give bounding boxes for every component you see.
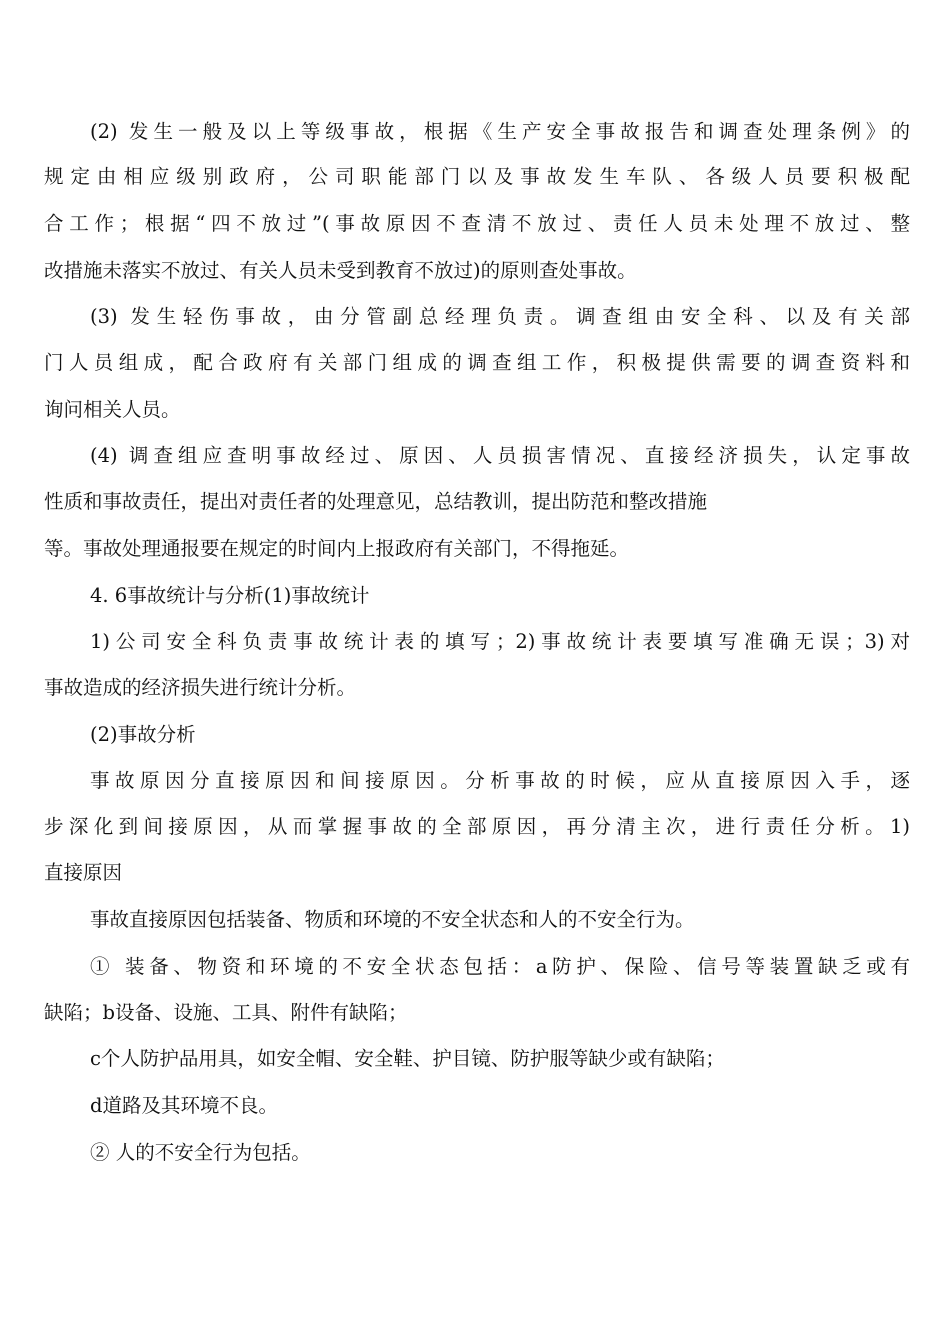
- text-line: c个人防护品用具，如安全帽、安全鞋、护目镜、防护服等缺少或有缺陷；: [90, 1047, 725, 1070]
- text-line: 缺陷；b设备、设施、工具、附件有缺陷；: [44, 1001, 408, 1024]
- subsection-heading: (2)事故分析: [90, 723, 196, 746]
- text-line: 事故直接原因包括装备、物质和环境的不安全状态和人的不安全行为。: [90, 908, 695, 931]
- text-line: 事故原因分直接原因和间接原因。分析事故的时候，应从直接原因入手，逐: [90, 769, 910, 792]
- section-heading: 4. 6事故统计与分析(1)事故统计: [90, 584, 370, 607]
- text-line: 规定由相应级别政府，公司职能部门以及事故发生车队、各级人员要积极配: [44, 165, 910, 188]
- text-line: 性质和事故责任，提出对责任者的处理意见，总结教训，提出防范和整改措施: [44, 490, 708, 513]
- text-line: ① 装备、物资和环境的不安全状态包括：a防护、保险、信号等装置缺乏或有: [90, 955, 910, 978]
- text-line: 直接原因: [44, 861, 123, 884]
- text-line: d道路及其环境不良。: [90, 1094, 278, 1117]
- text-line: 门人员组成，配合政府有关部门组成的调查组工作，积极提供需要的调查资料和: [44, 351, 910, 374]
- text-line: (2) 发生一般及以上等级事故，根据《生产安全事故报告和调查处理条例》的: [90, 120, 910, 143]
- text-line: (4) 调查组应查明事故经过、原因、人员损害情况、直接经济损失，认定事故: [90, 444, 910, 467]
- text-line: ② 人的不安全行为包括。: [90, 1141, 311, 1164]
- text-line: 改措施未落实不放过、有关人员未受到教育不放过)的原则查处事故。: [44, 259, 637, 282]
- text-line: 步深化到间接原因，从而掌握事故的全部原因，再分清主次，进行责任分析。1): [44, 815, 910, 838]
- text-line: 合工作；根据“四不放过”(事故原因不查清不放过、责任人员未处理不放过、整: [44, 212, 910, 235]
- text-line: 询问相关人员。: [44, 398, 181, 421]
- text-line: 事故造成的经济损失进行统计分析。: [44, 676, 357, 699]
- text-line: 1)公司安全科负责事故统计表的填写；2)事故统计表要填写准确无误；3)对: [90, 630, 910, 653]
- text-line: 等。事故处理通报要在规定的时间内上报政府有关部门，不得拖延。: [44, 537, 630, 560]
- text-line: (3) 发生轻伤事故，由分管副总经理负责。调查组由安全科、以及有关部: [90, 305, 910, 328]
